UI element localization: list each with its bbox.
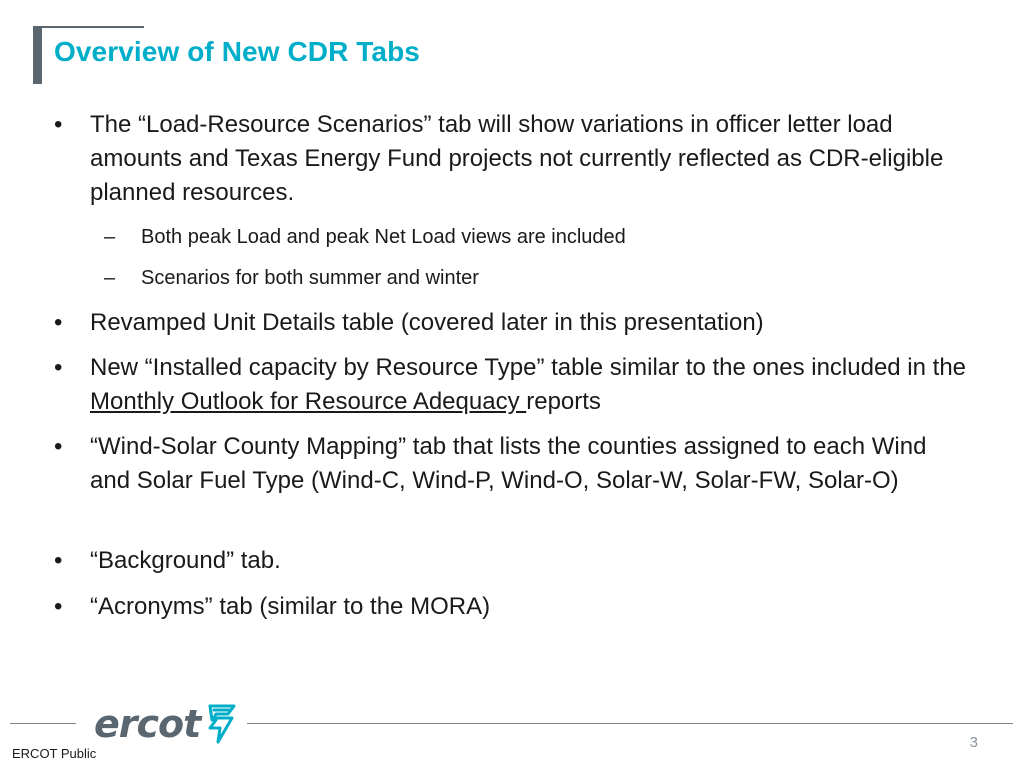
bullet-marker: • (54, 547, 63, 574)
bullet-unit-details: Revamped Unit Details table (covered later in this presentation) (90, 309, 764, 336)
classification-label: ERCOT Public (12, 746, 97, 761)
bullet-background-tab: “Background” tab. (90, 547, 281, 574)
title-accent-bar (33, 26, 42, 84)
title-top-rule (34, 26, 144, 28)
ercot-lightning-icon (204, 702, 238, 746)
bullet-marker: • (54, 111, 63, 138)
sub-bullet-marker: – (104, 267, 116, 289)
bullet-marker: • (54, 309, 63, 336)
ercot-logo (94, 700, 238, 748)
logo-wordmark: ercot (94, 702, 201, 746)
page-number: 3 (969, 734, 978, 751)
mora-report-link[interactable]: Monthly Outlook for Resource Adequacy (90, 388, 527, 415)
bullet-marker: • (54, 433, 63, 460)
bullet-installed-capacity-text: New “Installed capacity by Resource Type” table similar to the ones included in the (90, 354, 967, 381)
bullet-marker: • (54, 354, 63, 381)
sub-bullet-peak-load: Both peak Load and peak Net Load views are included (141, 226, 626, 248)
bullet-installed-capacity-suffix: reports (526, 388, 601, 415)
slide-title: Overview of New CDR Tabs (54, 36, 420, 67)
bullet-acronyms-tab: “Acronyms” tab (similar to the MORA) (90, 593, 491, 620)
footer-rule-left (10, 723, 76, 724)
bullet-load-resource-scenarios: The “Load-Resource Scenarios” tab will show variations in officer letter load amounts and Texas Energy Fund projects not currently reflected as CDR-eligible planned resources. (90, 111, 944, 206)
sub-bullet-marker: – (104, 226, 116, 248)
footer-rule-right (247, 723, 1013, 724)
bullet-installed-capacity (90, 351, 970, 419)
bullet-wind-solar-mapping: “Wind-Solar County Mapping” tab that lists the counties assigned to each Wind and Solar Fuel Type (Wind-C, Wind-P, Wind-O, Solar-W, Solar-FW, Solar-O) (90, 433, 927, 494)
sub-bullet-summer-winter: Scenarios for both summer and winter (141, 267, 479, 289)
bullet-marker: • (54, 593, 63, 620)
